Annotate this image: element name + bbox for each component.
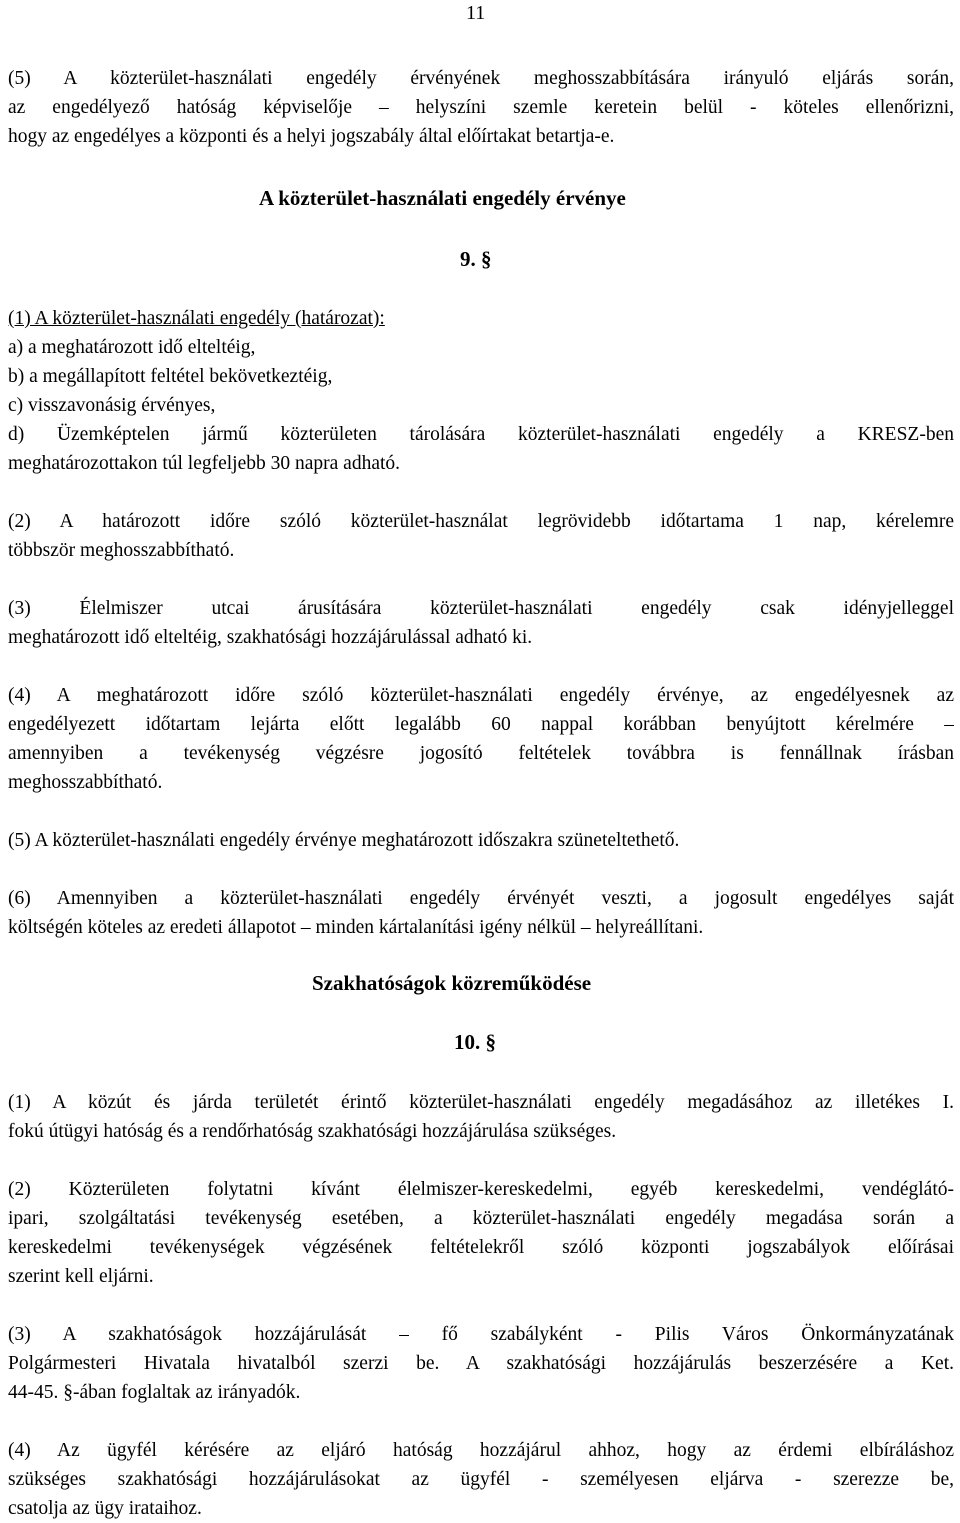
text-line: (2) Közterületen folytatni kívánt élelmiszer-kereskedelmi, egyéb kereskedelmi, vendéglátó- xyxy=(8,1179,954,1200)
text-line: fokú útügyi hatóság és a rendőrhatóság szakhatósági hozzájárulása szükséges. xyxy=(8,1121,617,1142)
section-10-paragraph-3 xyxy=(8,1320,954,1407)
section-9-paragraph-6 xyxy=(8,884,954,942)
section-10-title: 10. § xyxy=(454,1030,496,1054)
text-line: (3) A szakhatóságok hozzájárulását – fő szabályként - Pilis Város Önkormányzatának xyxy=(8,1324,954,1345)
text-line: Polgármesteri Hivatala hivatalból szerzi be. A szakhatósági hozzájárulás beszerzésére a Ket. xyxy=(8,1353,954,1374)
section-9-paragraph-5 xyxy=(8,826,954,855)
section-9-paragraph-2 xyxy=(8,507,954,565)
heading-permit-validity: A közterület-használati engedély érvénye xyxy=(259,186,626,210)
text-line: költségén köteles az eredeti állapotot – minden kártalanítási igény nélkül – helyreállítani. xyxy=(8,917,704,938)
underlined-title: (1) A közterület-használati engedély (határozat): xyxy=(8,308,385,329)
text-line: amennyiben a tevékenység végzésre jogosító feltételek továbbra is fennállnak írásban xyxy=(8,743,954,764)
text-line: hogy az engedélyes a központi és a helyi jogszabály által előírtakat betartja-e. xyxy=(8,126,615,147)
text-line: meghatározott idő elteltéig, szakhatósági hozzájárulással adható ki. xyxy=(8,627,533,648)
text-line: engedélyezett időtartam lejárta előtt legalább 60 nappal korábban benyújtott kérelmére – xyxy=(8,714,954,735)
text-line: (1) A közút és járda területét érintő közterület-használati engedély megadásához az illetékes I. xyxy=(8,1092,954,1113)
text-line: kereskedelmi tevékenységek végzésének feltételekről szóló központi jogszabályok előírásai xyxy=(8,1237,954,1258)
page-number: 11 xyxy=(466,2,486,24)
list-item: c) visszavonásig érvényes, xyxy=(8,395,216,416)
text-line: az engedélyező hatóság képviselője – helyszíni szemle keretein belül - köteles ellenőrizni, xyxy=(8,97,954,118)
heading-authorities: Szakhatóságok közreműködése xyxy=(312,971,592,995)
list-item: meghatározottakon túl legfeljebb 30 napra adható. xyxy=(8,453,401,474)
section-10-paragraph-1 xyxy=(8,1088,954,1146)
text-line: (5) A közterület-használati engedély érvényének meghosszabbítására irányuló eljárás során, xyxy=(8,68,954,89)
section-9-paragraph-4 xyxy=(8,681,954,797)
section-10-paragraph-4 xyxy=(8,1436,954,1523)
text-line: (2) A határozott időre szóló közterület-használat legrövidebb időtartama 1 nap, kérelemre xyxy=(8,511,954,532)
section-10-paragraph-2 xyxy=(8,1175,954,1291)
text-line: szerint kell eljárni. xyxy=(8,1266,154,1287)
paragraph-5-renewal-check xyxy=(8,64,954,151)
text-line: 44-45. §-ában foglaltak az irányadók. xyxy=(8,1382,301,1403)
text-line: meghosszabbítható. xyxy=(8,772,163,793)
list-item: b) a megállapított feltétel bekövetkeztéig, xyxy=(8,366,333,387)
text-line: (5) A közterület-használati engedély érvénye meghatározott időszakra szüneteltethető. xyxy=(8,830,680,851)
text-line: ipari, szolgáltatási tevékenység esetében, a közterület-használati engedély megadása során a xyxy=(8,1208,954,1229)
list-item: a) a meghatározott idő elteltéig, xyxy=(8,337,256,358)
paragraph-title xyxy=(8,304,954,333)
list-item: d) Üzemképtelen jármű közterületen tárolására közterület-használati engedély a KRESZ-ben xyxy=(8,424,954,445)
text-line: (3) Élelmiszer utcai árusítására közterület-használati engedély csak idényjelleggel xyxy=(8,598,954,619)
text-line: többször meghosszabbítható. xyxy=(8,540,235,561)
text-line: csatolja az ügy irataihoz. xyxy=(8,1498,202,1519)
text-line: szükséges szakhatósági hozzájárulásokat az ügyfél - személyesen eljárva - szerezze be, xyxy=(8,1469,954,1490)
text-line: (4) Az ügyfél kérésére az eljáró hatóság hozzájárul ahhoz, hogy az érdemi elbíráláshoz xyxy=(8,1440,954,1461)
text-line: (6) Amennyiben a közterület-használati engedély érvényét veszti, a jogosult engedélyes saját xyxy=(8,888,954,909)
text-line: (4) A meghatározott időre szóló közterület-használati engedély érvénye, az engedélyesnek az xyxy=(8,685,954,706)
section-9-paragraph-1 xyxy=(8,304,954,478)
section-9-paragraph-3 xyxy=(8,594,954,652)
section-9-title: 9. § xyxy=(460,247,492,271)
